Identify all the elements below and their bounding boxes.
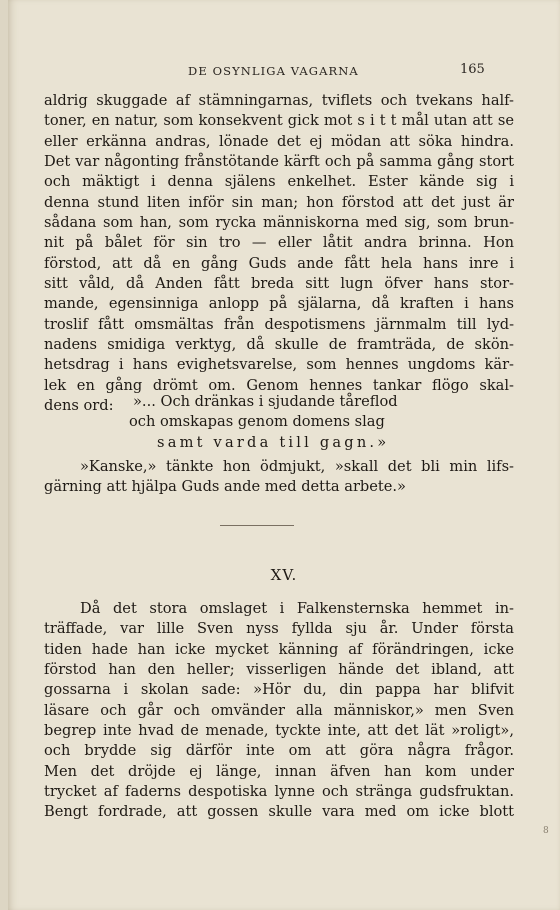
paragraph-2 bbox=[44, 457, 514, 498]
text-line: sitt våld, då Anden fått breda sitt lugn öfver hans stor- bbox=[44, 275, 514, 293]
verse-line: »... Och dränkas i sjudande tåreflod bbox=[133, 393, 398, 410]
text-line: Bengt fordrade, att gossen skulle vara med om icke blott bbox=[44, 803, 514, 821]
text-line: denna stund liten inför sin man; hon förstod att det just är bbox=[44, 193, 514, 211]
page-number: 165 bbox=[460, 62, 485, 77]
text-line: toner, en natur, som konsekvent gick mot s i t t mål utan att se bbox=[44, 112, 514, 130]
paragraph-1 bbox=[44, 91, 514, 417]
text-line: dens ord: bbox=[44, 397, 114, 415]
text-line: och brydde sig därför inte om att göra några frågor. bbox=[44, 742, 514, 760]
margin-mark: 8 bbox=[543, 826, 549, 836]
text-line: mande, egensinniga anlopp på själarna, då kraften i hans bbox=[44, 295, 514, 313]
text-line: Det var någonting frånstötande kärft och på samma gång stort bbox=[44, 153, 514, 171]
text-line: Då det stora omslaget i Falkensternska hemmet in- bbox=[80, 600, 514, 617]
text-line: förstod han den heller; visserligen hände det ibland, att bbox=[44, 661, 514, 679]
text-line: eller erkänna andras, lönade det ej mödan att söka hindra. bbox=[44, 132, 514, 150]
running-header bbox=[8, 61, 560, 81]
text-line: lek en gång drömt om. Genom hennes tankar flögo skal- bbox=[44, 376, 514, 394]
text-line: gossarna i skolan sade: »Hör du, din pappa har blifvit bbox=[44, 681, 514, 699]
section-divider bbox=[220, 525, 294, 526]
text-line: och mäktigt i denna själens enkelhet. Ester kände sig i bbox=[44, 173, 514, 191]
paragraph-3 bbox=[44, 599, 514, 823]
text-line: troslif fått omsmältas från despotismens järnmalm till lyd- bbox=[44, 315, 514, 333]
text-line: nit på bålet för sin tro — eller låtit andra brinna. Hon bbox=[44, 234, 514, 252]
text-line: hetsdrag i hans evighetsvarelse, som hennes ungdoms kär- bbox=[44, 356, 514, 374]
verse-line: och omskapas genom domens slag bbox=[129, 413, 385, 431]
running-title: DE OSYNLIGA VAGARNA bbox=[188, 64, 359, 78]
text-line: begrep inte hvad de menade, tyckte inte, att det lät »roligt», bbox=[44, 722, 514, 740]
text-line: sådana som han, som rycka människorna med sig, som brun- bbox=[44, 214, 514, 232]
text-line: aldrig skuggade af stämningarnas, tviflets och tvekans half- bbox=[44, 92, 514, 109]
text-line: förstod, att då en gång Guds ande fått hela hans inre i bbox=[44, 254, 514, 272]
text-line: trycket af faderns despotiska lynne och stränga gudsfruktan. bbox=[44, 783, 514, 801]
text-line: gärning att hjälpa Guds ande med detta arbete.» bbox=[44, 478, 406, 496]
verse-quote bbox=[129, 392, 398, 453]
text-line: träffade, var lille Sven nyss fyllda sju år. Under första bbox=[44, 620, 514, 638]
verse-line: samt varda till gagn.» bbox=[157, 433, 390, 451]
text-line: nadens smidiga verktyg, då skulle de framträda, de skön- bbox=[44, 336, 514, 354]
chapter-heading: XV. bbox=[270, 566, 298, 584]
text-line: tiden hade han icke mycket känning af förändringen, icke bbox=[44, 640, 514, 658]
text-line: Men det dröjde ej länge, innan äfven han kom under bbox=[44, 762, 514, 780]
book-page bbox=[8, 0, 560, 910]
text-line: »Kanske,» tänkte hon ödmjukt, »skall det bli min lifs- bbox=[80, 458, 514, 475]
text-line: läsare och går och omvänder alla människor,» men Sven bbox=[44, 701, 514, 719]
